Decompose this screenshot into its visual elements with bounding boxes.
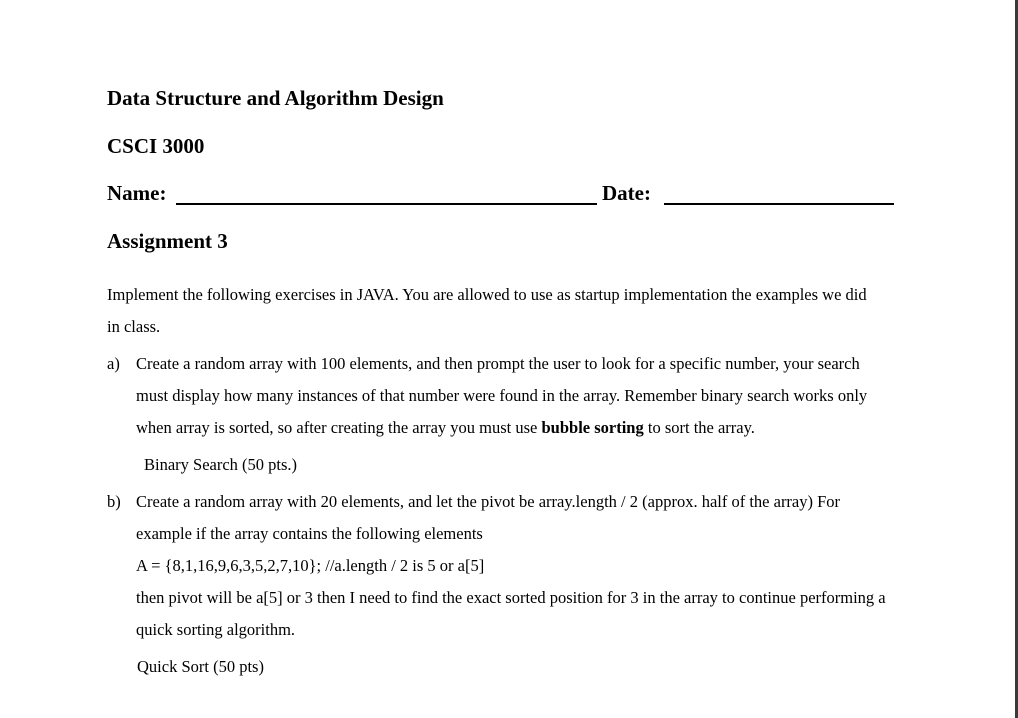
date-field-line	[664, 203, 894, 205]
item-a-points: Binary Search (50 pts.)	[144, 455, 298, 474]
intro-line-2: in class.	[107, 317, 161, 336]
item-b-letter: b)	[107, 492, 121, 511]
item-b-example-array: A = {8,1,16,9,6,3,5,2,7,10}; //a.length / 2 is 5 or a[5]	[136, 556, 485, 575]
bubble-sorting-emphasis: bubble sorting	[541, 418, 644, 437]
item-a-line-3-end: to sort the array.	[643, 418, 755, 437]
item-b-line-4: then pivot will be a[5] or 3 then I need to find the exact sorted position for 3 in the array to continue performing a	[136, 588, 886, 607]
item-a-line-1: Create a random array with 100 elements, and then prompt the user to look for a specific number, your search	[136, 354, 860, 373]
item-b-points: Quick Sort (50 pts)	[137, 657, 264, 676]
item-b-line-2: example if the array contains the following elements	[136, 524, 483, 543]
document-title: Data Structure and Algorithm Design	[107, 86, 444, 110]
date-label: Date:	[602, 181, 651, 205]
intro-line-1: Implement the following exercises in JAVA. You are allowed to use as startup implementation the examples we did	[107, 285, 867, 304]
item-a-line-2: must display how many instances of that number were found in the array. Remember binary search works only	[136, 386, 868, 405]
name-label: Name:	[107, 181, 167, 205]
item-a-line-3-start: when array is sorted, so after creating the array you must use	[136, 418, 542, 437]
item-b-line-5: quick sorting algorithm.	[136, 620, 296, 639]
item-a-letter: a)	[107, 354, 120, 373]
item-a-line-3	[136, 412, 755, 444]
item-b-line-1: Create a random array with 20 elements, and let the pivot be array.length / 2 (approx. half of the array) For	[136, 492, 841, 511]
assignment-heading: Assignment 3	[107, 229, 228, 253]
course-code: CSCI 3000	[107, 134, 205, 158]
name-field-line	[176, 203, 597, 205]
